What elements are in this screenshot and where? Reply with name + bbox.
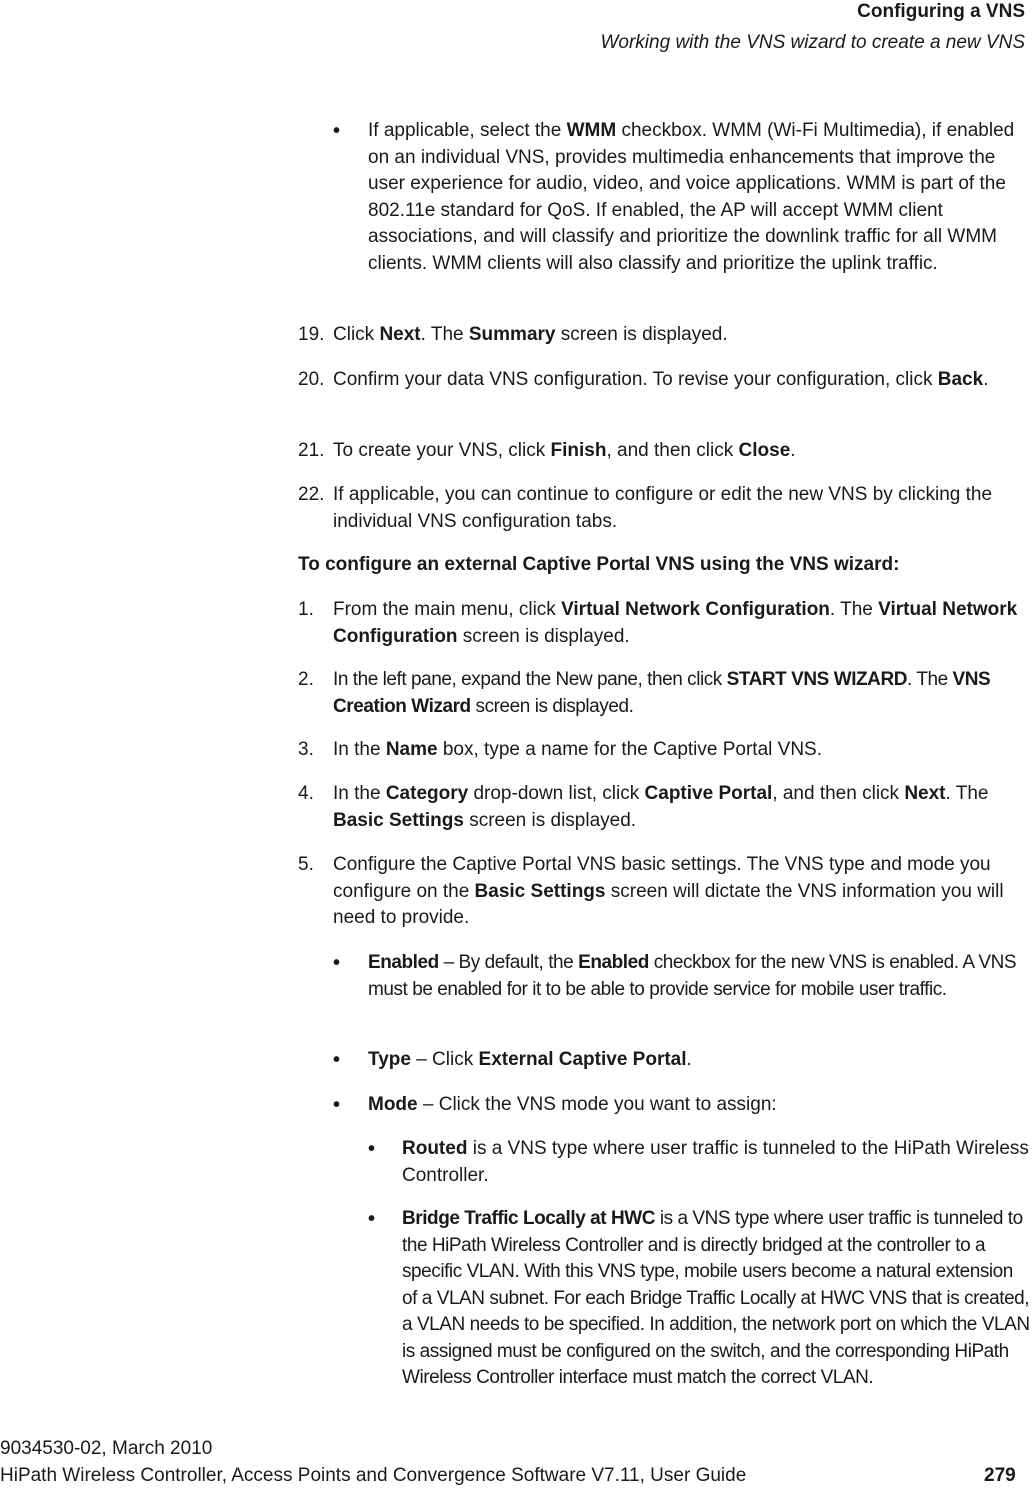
step-20-text: Confirm your data VNS configuration. To revise your configuration, click Back. — [333, 369, 989, 390]
bridge-mode-text: Bridge Traffic Locally at HWC is a VNS type where user traffic is tunneled to the HiPath Wireless Controller and is directly bridged at the controller to a specific VLAN. With this VNS type, mobile users become a natural extension of a VLAN subnet. For each Bridge Traffic Locally at HWC VNS that is created, a VLAN needs to be specified. In addition, the network port on which the VLAN is assigned must be configured on the switch, and the corresponding HiPath Wireless Controller interface must match the correct VLAN. — [402, 1208, 1030, 1388]
step-21-text: To create your VNS, click Finish, and then click Close. — [333, 440, 796, 461]
step-number: 3. — [298, 739, 314, 760]
step-22-text: If applicable, you can continue to configure or edit the new VNS by clicking the individual VNS configuration tabs. — [333, 484, 993, 532]
step-1-text: From the main menu, click Virtual Network Configuration. The Virtual Network Configuration screen is displayed. — [333, 599, 1018, 647]
routed-mode-text: Routed is a VNS type where user traffic is tunneled to the HiPath Wireless Controller. — [402, 1138, 1029, 1186]
mode-setting-text: Mode – Click the VNS mode you want to assign: — [368, 1094, 777, 1115]
footer-guide-title: HiPath Wireless Controller, Access Points and Convergence Software V7.11, User Guide — [0, 1465, 747, 1486]
bullet-marker: • — [333, 1049, 341, 1071]
step-number: 5. — [298, 854, 314, 875]
bullet-marker: • — [333, 952, 341, 974]
page-header-title: Configuring a VNS — [857, 1, 1025, 22]
wmm-paragraph: If applicable, select the WMM checkbox. WMM (Wi-Fi Multimedia), if enabled on an individual VNS, provides multimedia enhancements that improve the user experience for audio, video, and voice applications. WMM is part of the 802.11e standard for QoS. If enabled, the AP will accept WMM client associations, and will classify and prioritize the downlink traffic for all WMM clients. WMM clients will also classify and prioritize the uplink traffic. — [368, 120, 1015, 274]
bullet-marker: • — [333, 1094, 341, 1116]
step-5-text: Configure the Captive Portal VNS basic settings. The VNS type and mode you configure on the Basic Settings screen will dictate the VNS information you will need to provide. — [333, 854, 1004, 928]
type-setting-text: Type – Click External Captive Portal. — [368, 1049, 692, 1070]
step-number: 20. — [298, 369, 325, 390]
step-number: 4. — [298, 783, 314, 804]
step-number: 1. — [298, 599, 314, 620]
step-number: 19. — [298, 324, 325, 345]
bullet-marker: • — [368, 1138, 376, 1160]
section-heading: To configure an external Captive Portal VNS using the VNS wizard: — [298, 554, 900, 575]
bullet-marker: • — [368, 1208, 376, 1230]
page-number: 279 — [984, 1465, 1016, 1486]
bullet-marker: • — [333, 120, 341, 142]
step-3-text: In the Name box, type a name for the Captive Portal VNS. — [333, 739, 822, 760]
footer-doc-id: 9034530-02, March 2010 — [0, 1438, 213, 1459]
step-2-text: In the left pane, expand the New pane, then click START VNS WIZARD. The VNS Creation Wizard screen is displayed. — [333, 669, 991, 717]
enabled-setting-text: Enabled – By default, the Enabled checkbox for the new VNS is enabled. A VNS must be enabled for it to be able to provide service for mobile user traffic. — [368, 952, 1017, 1000]
step-19-text: Click Next. The Summary screen is displayed. — [333, 324, 728, 345]
step-4-text: In the Category drop-down list, click Captive Portal, and then click Next. The Basic Settings screen is displayed. — [333, 783, 989, 831]
step-number: 22. — [298, 484, 325, 505]
step-number: 21. — [298, 440, 325, 461]
page-header-subtitle: Working with the VNS wizard to create a new VNS — [600, 32, 1025, 53]
step-number: 2. — [298, 669, 314, 690]
